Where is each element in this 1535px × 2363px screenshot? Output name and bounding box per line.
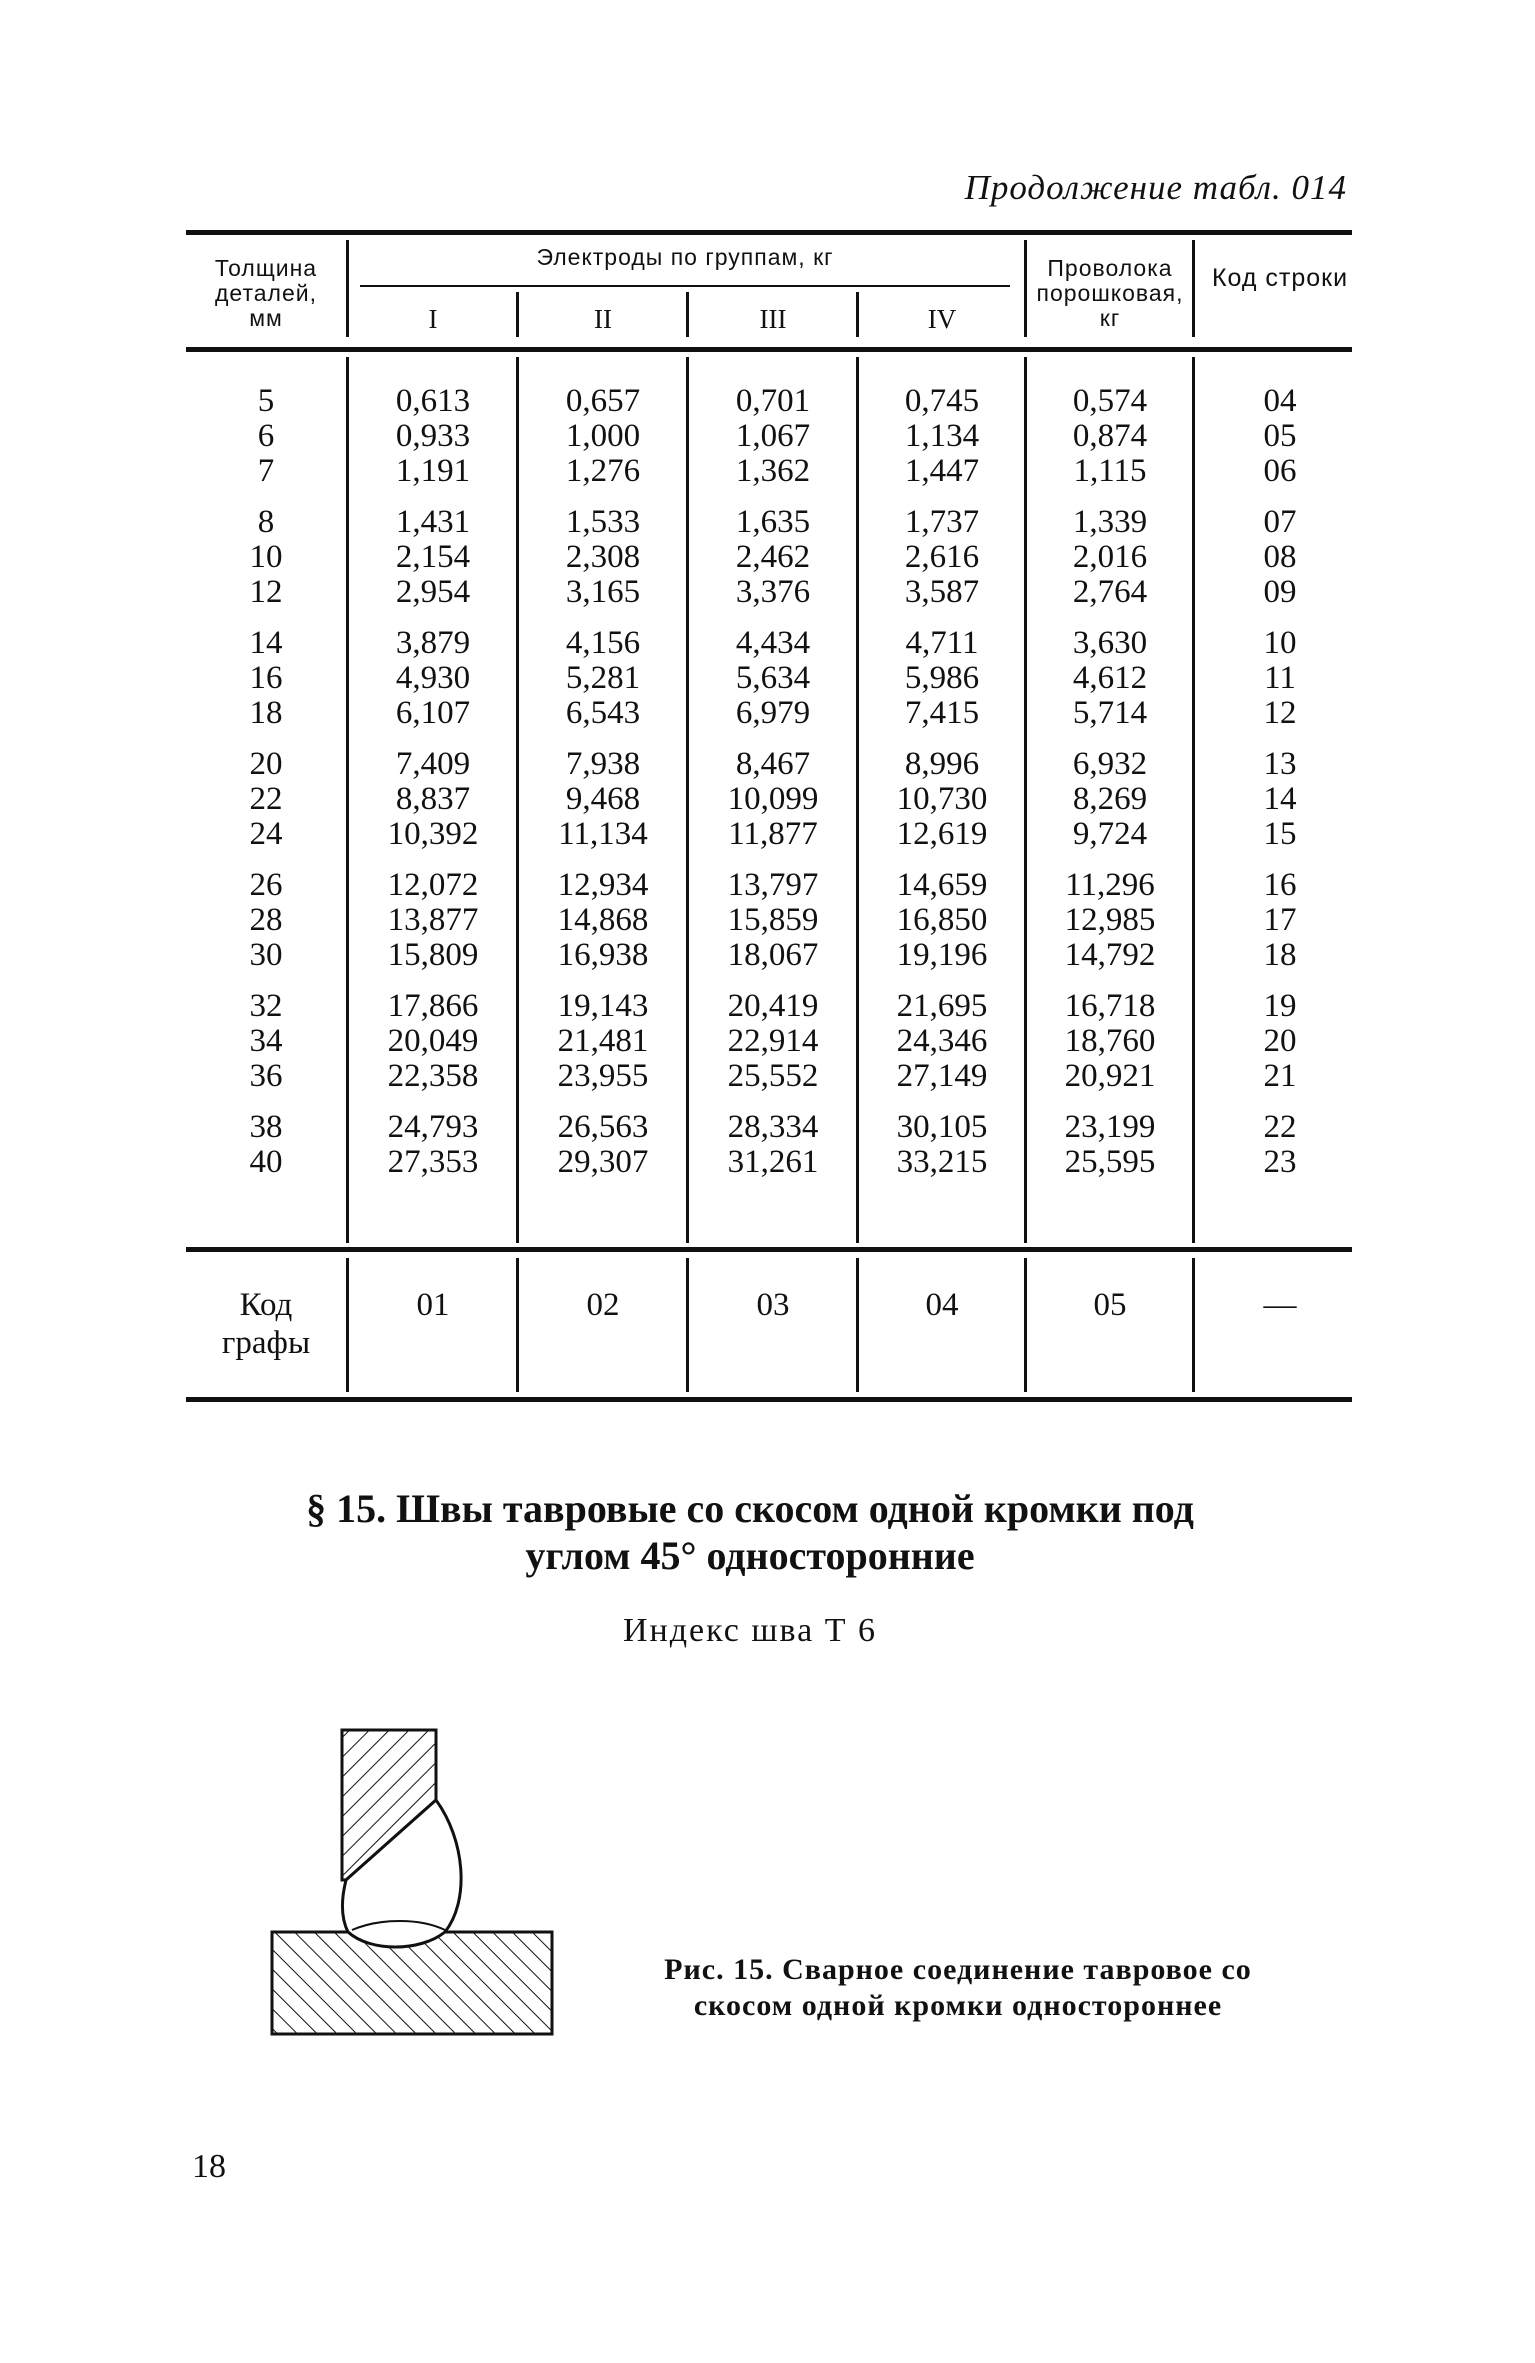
table-cell: 1,276: [565, 453, 641, 489]
header-row-code: Код строки: [1211, 264, 1349, 292]
row-group: [196, 626, 336, 731]
table-continuation-label: Продолжение табл. 014: [964, 168, 1347, 207]
table-cell: 4,156: [565, 625, 641, 661]
table-cell: 10,392: [387, 816, 479, 852]
table-cell: 16,938: [557, 937, 649, 973]
row-group: [1028, 989, 1192, 1094]
table-cell: 14,659: [896, 867, 988, 903]
table-cell: 8,467: [735, 746, 811, 782]
table-cell: 21: [1263, 1058, 1297, 1094]
header-divider: [1192, 240, 1195, 337]
base-plate: [272, 1932, 552, 2034]
table-cell: 8: [257, 504, 275, 540]
row-group: [520, 868, 686, 973]
table-cell: 10: [249, 539, 283, 575]
header-divider: [686, 292, 689, 337]
row-group: [860, 747, 1024, 852]
row-group: [860, 626, 1024, 731]
table-cell: 2,764: [1072, 574, 1148, 610]
table-bottom-rule: [186, 1397, 1352, 1402]
table-cell: 24,346: [896, 1023, 988, 1059]
table-cell: 12,934: [557, 867, 649, 903]
row-group: [196, 505, 336, 610]
table-cell: 04: [1263, 383, 1297, 419]
table-cell: 11,134: [558, 816, 648, 852]
row-group: [350, 747, 516, 852]
row-group: [196, 868, 336, 973]
header-divider: [856, 292, 859, 337]
table-cell: 0,701: [735, 383, 811, 419]
header-group-4: IV: [927, 304, 957, 334]
row-group: [860, 868, 1024, 973]
row-group: [1210, 1110, 1350, 1180]
table-cell: 11,877: [728, 816, 818, 852]
table-cell: 08: [1263, 539, 1297, 575]
table-cell: 14,792: [1064, 937, 1156, 973]
table-cell: 11: [1264, 660, 1296, 696]
table-cell: 6,979: [735, 695, 811, 731]
column-row-code: [1210, 384, 1350, 1196]
table-cell: 31,261: [727, 1144, 819, 1180]
row-group: [1210, 868, 1350, 973]
row-group: [350, 626, 516, 731]
table-cell: 22,914: [727, 1023, 819, 1059]
table-cell: 33,215: [896, 1144, 988, 1180]
table-cell: 5,986: [904, 660, 980, 696]
table-cell: 38: [249, 1109, 283, 1145]
footer-label: Код графы: [221, 1287, 311, 1361]
header-electrodes: Электроды по группам, кг: [536, 244, 834, 270]
table-cell: 14: [1263, 781, 1297, 817]
column-group-4: [860, 384, 1024, 1196]
footer-divider: [686, 1258, 689, 1392]
row-group: [690, 989, 856, 1094]
footer-divider: [346, 1258, 349, 1392]
body-divider: [1024, 357, 1027, 1243]
table-cell: 2,954: [395, 574, 471, 610]
body-divider: [1192, 357, 1195, 1243]
table-cell: 36: [249, 1058, 283, 1094]
table-cell: 1,533: [565, 504, 641, 540]
column-group-2: [520, 384, 686, 1196]
row-group: [1028, 1110, 1192, 1180]
table-cell: 0,574: [1072, 383, 1148, 419]
table-cell: 21,481: [557, 1023, 649, 1059]
footer-code-4: 04: [925, 1287, 959, 1323]
page-number: 18: [192, 2148, 226, 2185]
table-cell: 18,067: [727, 937, 819, 973]
weld-index: Индекс шва Т 6: [622, 1612, 878, 1649]
table-cell: 20: [249, 746, 283, 782]
table-cell: 9,724: [1072, 816, 1148, 852]
table-cell: 20,419: [727, 988, 819, 1024]
table-cell: 7: [257, 453, 275, 489]
table-cell: 3,587: [904, 574, 980, 610]
row-group: [1028, 505, 1192, 610]
header-group-1: I: [428, 304, 438, 334]
row-group: [350, 384, 516, 489]
table-cell: 30: [249, 937, 283, 973]
table-cell: 7,409: [395, 746, 471, 782]
header-wire: Проволока порошковая, кг: [1036, 255, 1184, 331]
header-group-2: II: [594, 304, 612, 334]
table-cell: 1,191: [395, 453, 471, 489]
table-cell: 5,281: [565, 660, 641, 696]
table-header-rule: [186, 347, 1352, 352]
table-cell: 2,462: [735, 539, 811, 575]
header-divider: [1024, 240, 1027, 337]
table-cell: 0,745: [904, 383, 980, 419]
table-cell: 1,447: [904, 453, 980, 489]
section-title: § 15. Швы тавровые со скосом одной кромки под углом 45° односторонние: [306, 1486, 1194, 1578]
row-group: [1028, 868, 1192, 973]
table-cell: 25,595: [1064, 1144, 1156, 1180]
body-divider: [516, 357, 519, 1243]
table-cell: 6,932: [1072, 746, 1148, 782]
row-group: [690, 747, 856, 852]
table-cell: 18: [249, 695, 283, 731]
electrodes-subheader-rule: [360, 285, 1010, 287]
table-top-rule: [186, 230, 1352, 235]
footer-code-6: —: [1263, 1287, 1297, 1323]
weld-joint-figure: [260, 1720, 580, 2070]
table-cell: 1,000: [565, 418, 641, 454]
column-group-3: [690, 384, 856, 1196]
table-cell: 16: [249, 660, 283, 696]
row-group: [860, 505, 1024, 610]
footer-divider: [1192, 1258, 1195, 1392]
table-cell: 4,930: [395, 660, 471, 696]
table-cell: 18: [1263, 937, 1297, 973]
table-cell: 10,730: [896, 781, 988, 817]
table-cell: 24: [249, 816, 283, 852]
row-group: [520, 1110, 686, 1180]
table-cell: 1,362: [735, 453, 811, 489]
table-cell: 30,105: [896, 1109, 988, 1145]
table-cell: 4,434: [735, 625, 811, 661]
table-cell: 23,955: [557, 1058, 649, 1094]
table-body-rule: [186, 1247, 1352, 1252]
table-cell: 4,612: [1072, 660, 1148, 696]
row-group: [196, 1110, 336, 1180]
table-cell: 19,196: [896, 937, 988, 973]
row-group: [690, 1110, 856, 1180]
table-cell: 3,630: [1072, 625, 1148, 661]
footer-code-5: 05: [1093, 1287, 1127, 1323]
table-cell: 09: [1263, 574, 1297, 610]
row-group: [196, 384, 336, 489]
table-cell: 1,339: [1072, 504, 1148, 540]
table-cell: 12: [249, 574, 283, 610]
row-group: [690, 384, 856, 489]
table-cell: 10,099: [727, 781, 819, 817]
row-group: [1210, 989, 1350, 1094]
row-group: [350, 989, 516, 1094]
body-divider: [856, 357, 859, 1243]
table-cell: 16: [1263, 867, 1297, 903]
table-cell: 13: [1263, 746, 1297, 782]
column-wire: [1028, 384, 1192, 1196]
table-cell: 2,308: [565, 539, 641, 575]
footer-code-2: 02: [586, 1287, 620, 1323]
table-cell: 32: [249, 988, 283, 1024]
table-cell: 0,933: [395, 418, 471, 454]
table-cell: 3,165: [565, 574, 641, 610]
table-cell: 18,760: [1064, 1023, 1156, 1059]
table-cell: 10: [1263, 625, 1297, 661]
table-cell: 34: [249, 1023, 283, 1059]
table-cell: 1,431: [395, 504, 471, 540]
row-group: [860, 1110, 1024, 1180]
body-divider: [346, 357, 349, 1243]
table-cell: 16,718: [1064, 988, 1156, 1024]
table-cell: 15,809: [387, 937, 479, 973]
table-cell: 0,613: [395, 383, 471, 419]
table-cell: 4,711: [905, 625, 979, 661]
table-cell: 20,921: [1064, 1058, 1156, 1094]
footer-divider: [516, 1258, 519, 1392]
table-cell: 12,619: [896, 816, 988, 852]
table-cell: 06: [1263, 453, 1297, 489]
figure-caption: Рис. 15. Сварное соединение тавровое со скосом одной кромки одностороннее: [664, 1953, 1252, 2022]
table-cell: 19: [1263, 988, 1297, 1024]
table-cell: 6: [257, 418, 275, 454]
footer-divider: [856, 1258, 859, 1392]
table-cell: 2,616: [904, 539, 980, 575]
row-group: [350, 868, 516, 973]
row-group: [1210, 384, 1350, 489]
table-cell: 22,358: [387, 1058, 479, 1094]
row-group: [520, 747, 686, 852]
table-cell: 17,866: [387, 988, 479, 1024]
table-cell: 6,543: [565, 695, 641, 731]
row-group: [1210, 747, 1350, 852]
row-group: [520, 505, 686, 610]
table-cell: 15,859: [727, 902, 819, 938]
row-group: [1028, 626, 1192, 731]
table-cell: 40: [249, 1144, 283, 1180]
row-group: [350, 1110, 516, 1180]
table-cell: 8,996: [904, 746, 980, 782]
table-cell: 28: [249, 902, 283, 938]
table-cell: 14,868: [557, 902, 649, 938]
table-cell: 27,353: [387, 1144, 479, 1180]
row-group: [690, 626, 856, 731]
table-cell: 3,376: [735, 574, 811, 610]
table-cell: 5,634: [735, 660, 811, 696]
row-group: [350, 505, 516, 610]
table-cell: 17: [1263, 902, 1297, 938]
header-thickness: Толщина деталей, мм: [214, 255, 318, 331]
table-cell: 05: [1263, 418, 1297, 454]
table-cell: 16,850: [896, 902, 988, 938]
row-group: [520, 989, 686, 1094]
table-cell: 6,107: [395, 695, 471, 731]
table-cell: 24,793: [387, 1109, 479, 1145]
footer-code-1: 01: [416, 1287, 450, 1323]
table-cell: 8,269: [1072, 781, 1148, 817]
column-thickness: [196, 384, 336, 1196]
table-cell: 15: [1263, 816, 1297, 852]
row-group: [1210, 505, 1350, 610]
table-cell: 9,468: [565, 781, 641, 817]
table-cell: 14: [249, 625, 283, 661]
header-divider: [346, 240, 349, 337]
table-cell: 2,016: [1072, 539, 1148, 575]
table-cell: 1,737: [904, 504, 980, 540]
table-cell: 1,067: [735, 418, 811, 454]
table-cell: 22: [1263, 1109, 1297, 1145]
table-cell: 20,049: [387, 1023, 479, 1059]
table-cell: 13,877: [387, 902, 479, 938]
table-cell: 7,415: [904, 695, 980, 731]
row-group: [520, 626, 686, 731]
table-cell: 20: [1263, 1023, 1297, 1059]
table-cell: 1,635: [735, 504, 811, 540]
column-group-1: [350, 384, 516, 1196]
table-cell: 3,879: [395, 625, 471, 661]
table-cell: 5: [257, 383, 275, 419]
row-group: [690, 868, 856, 973]
footer-divider: [1024, 1258, 1027, 1392]
table-cell: 12,985: [1064, 902, 1156, 938]
table-cell: 26: [249, 867, 283, 903]
table-cell: 0,874: [1072, 418, 1148, 454]
row-group: [1028, 747, 1192, 852]
table-cell: 23,199: [1064, 1109, 1156, 1145]
row-group: [860, 989, 1024, 1094]
table-cell: 1,134: [904, 418, 980, 454]
table-cell: 8,837: [395, 781, 471, 817]
table-cell: 12: [1263, 695, 1297, 731]
table-cell: 29,307: [557, 1144, 649, 1180]
table-cell: 11,296: [1065, 867, 1155, 903]
table-cell: 0,657: [565, 383, 641, 419]
header-divider: [516, 292, 519, 337]
table-cell: 7,938: [565, 746, 641, 782]
row-group: [860, 384, 1024, 489]
table-cell: 28,334: [727, 1109, 819, 1145]
table-cell: 07: [1263, 504, 1297, 540]
table-cell: 22: [249, 781, 283, 817]
table-cell: 1,115: [1073, 453, 1147, 489]
header-group-3: III: [759, 304, 787, 334]
row-group: [196, 989, 336, 1094]
table-cell: 13,797: [727, 867, 819, 903]
table-cell: 19,143: [557, 988, 649, 1024]
table-cell: 21,695: [896, 988, 988, 1024]
row-group: [196, 747, 336, 852]
table-cell: 25,552: [727, 1058, 819, 1094]
body-divider: [686, 357, 689, 1243]
row-group: [690, 505, 856, 610]
table-cell: 26,563: [557, 1109, 649, 1145]
row-group: [1028, 384, 1192, 489]
row-group: [1210, 626, 1350, 731]
footer-code-3: 03: [756, 1287, 790, 1323]
row-group: [520, 384, 686, 489]
table-cell: 23: [1263, 1144, 1297, 1180]
table-cell: 12,072: [387, 867, 479, 903]
table-cell: 2,154: [395, 539, 471, 575]
table-cell: 5,714: [1072, 695, 1148, 731]
table-cell: 27,149: [896, 1058, 988, 1094]
